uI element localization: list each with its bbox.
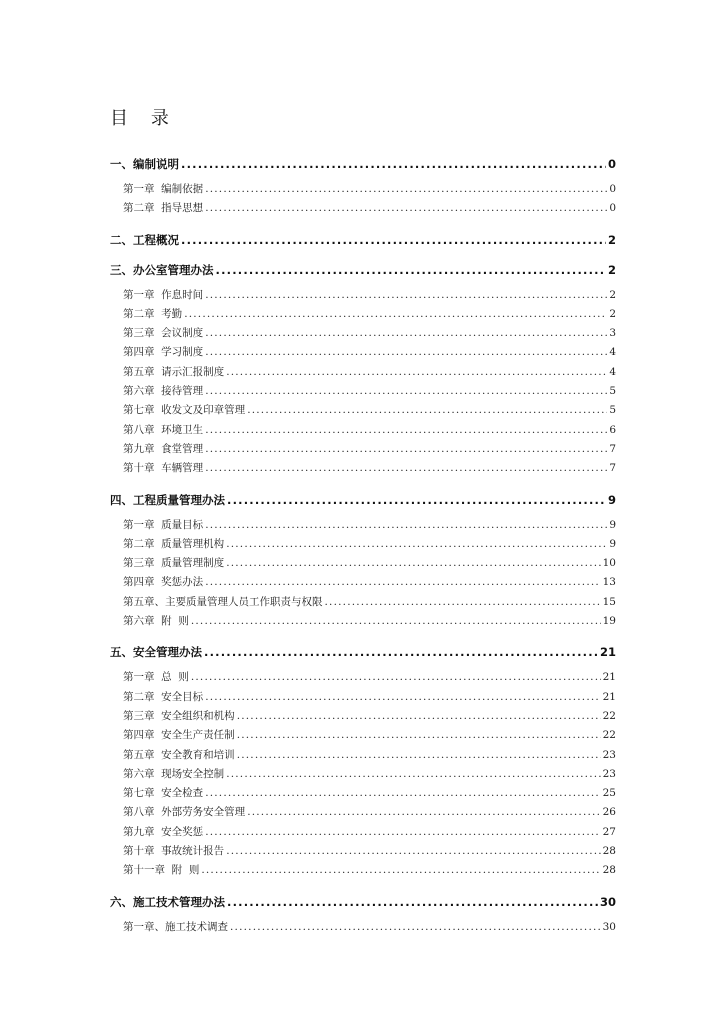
- toc-leader-dots: [205, 443, 607, 455]
- toc-page-number: 4: [609, 346, 616, 359]
- toc-leader-dots: [205, 202, 607, 214]
- toc-chapter-entry[interactable]: [110, 422, 616, 441]
- toc-section-entry[interactable]: [110, 262, 616, 280]
- toc-chapter-label: 第五章、主要质量管理人员工作职责与权限: [123, 595, 323, 608]
- toc-section-label: 二、工程概况: [110, 232, 179, 247]
- toc-page-number: 0: [609, 202, 616, 215]
- toc-chapter-entry[interactable]: [110, 727, 616, 746]
- toc-chapter-entry[interactable]: [110, 287, 616, 306]
- toc-chapter-label: 第五章 安全教育和培训: [123, 748, 235, 761]
- toc-page-number: 22: [602, 709, 616, 722]
- toc-page-number: 21: [599, 645, 616, 660]
- toc-chapter-label: 第一章 总 则: [123, 671, 189, 684]
- toc-chapter-label: 第二章 安全目标: [123, 690, 204, 703]
- toc-chapter-entry[interactable]: [110, 441, 616, 460]
- toc-page-number: 21: [602, 671, 616, 684]
- toc-leader-dots: [191, 615, 601, 627]
- toc-title: 目 录: [110, 108, 169, 129]
- toc-leader-dots: [205, 576, 600, 588]
- toc-page-number: 2: [609, 307, 616, 320]
- toc-chapter-label: 第一章、施工技术调查: [123, 920, 228, 933]
- toc-leader-dots: [237, 710, 601, 722]
- toc-leader-dots: [205, 424, 607, 436]
- toc-chapter-entry[interactable]: [110, 306, 616, 325]
- toc-section-label: 六、施工技术管理办法: [110, 894, 225, 909]
- toc-leader-dots: [325, 596, 601, 608]
- toc-chapter-label: 第十章 车辆管理: [123, 462, 204, 475]
- toc-chapter-entry[interactable]: [110, 919, 616, 938]
- toc-chapter-label: 第八章 环境卫生: [123, 423, 204, 436]
- toc-leader-dots: [237, 749, 601, 761]
- toc-leader-dots: [205, 519, 607, 531]
- toc-chapter-label: 第六章 附 则: [123, 615, 189, 628]
- toc-page-number: 9: [609, 537, 616, 550]
- toc-page-number: 25: [602, 787, 616, 800]
- toc-page-number: 7: [609, 462, 616, 475]
- toc-chapter-entry[interactable]: [110, 613, 616, 632]
- toc-leader-dots: [205, 346, 607, 358]
- toc-leader-dots: [205, 787, 600, 799]
- table-of-contents: [110, 156, 616, 938]
- toc-chapter-entry[interactable]: [110, 460, 616, 479]
- toc-page-number: 5: [609, 404, 616, 417]
- toc-page-number: 28: [602, 864, 616, 877]
- toc-chapter-entry[interactable]: [110, 364, 616, 383]
- toc-chapter-label: 第三章 会议制度: [123, 327, 204, 340]
- toc-chapter-label: 第一章 编制依据: [123, 183, 204, 195]
- toc-leader-dots: [226, 366, 607, 378]
- toc-leader-dots: [226, 768, 600, 780]
- toc-page-number: 0: [609, 183, 616, 195]
- toc-leader-dots: [205, 385, 607, 397]
- toc-chapter-entry[interactable]: [110, 843, 616, 862]
- toc-chapter-entry[interactable]: [110, 804, 616, 823]
- toc-chapter-label: 第四章 安全生产责任制: [123, 729, 235, 742]
- toc-chapter-entry[interactable]: [110, 181, 616, 200]
- toc-section-entry[interactable]: [110, 156, 616, 174]
- toc-section-label: 一、编制说明: [110, 157, 179, 171]
- toc-leader-dots: [205, 289, 607, 301]
- toc-chapter-label: 第九章 食堂管理: [123, 442, 204, 455]
- toc-page-number: 28: [602, 845, 616, 858]
- toc-page-number: 22: [602, 729, 616, 742]
- toc-leader-dots: [216, 263, 606, 277]
- toc-chapter-entry[interactable]: [110, 574, 616, 593]
- toc-chapter-entry[interactable]: [110, 325, 616, 344]
- toc-chapter-label: 第四章 学习制度: [123, 346, 204, 359]
- toc-chapter-label: 第七章 安全检查: [123, 787, 204, 800]
- toc-page-number: 5: [609, 385, 616, 398]
- toc-chapter-label: 第一章 质量目标: [123, 518, 204, 531]
- toc-page-number: 26: [602, 806, 616, 819]
- toc-page-number: 0: [607, 157, 616, 171]
- toc-leader-dots: [184, 308, 607, 320]
- toc-leader-dots: [226, 557, 600, 569]
- toc-chapter-entry[interactable]: [110, 200, 616, 219]
- toc-section-entry[interactable]: [110, 232, 616, 250]
- toc-page-number: 23: [602, 767, 616, 780]
- toc-chapter-label: 第八章 外部劳务安全管理: [123, 806, 246, 819]
- toc-chapter-entry[interactable]: [110, 747, 616, 766]
- toc-page-number: 13: [602, 576, 616, 589]
- toc-leader-dots: [237, 729, 601, 741]
- toc-chapter-label: 第十一章 附 则: [123, 864, 200, 877]
- toc-page-number: 15: [602, 595, 616, 608]
- toc-chapter-entry[interactable]: [110, 669, 616, 688]
- toc-chapter-entry[interactable]: [110, 689, 616, 708]
- toc-chapter-label: 第五章 请示汇报制度: [123, 365, 225, 378]
- toc-chapter-entry[interactable]: [110, 824, 616, 843]
- toc-page-number: 19: [602, 615, 616, 628]
- toc-leader-dots: [247, 806, 600, 818]
- toc-leader-dots: [181, 157, 606, 171]
- toc-chapter-label: 第四章 奖惩办法: [123, 576, 204, 589]
- toc-leader-dots: [205, 183, 607, 195]
- toc-page-number: 27: [602, 825, 616, 838]
- toc-chapter-label: 第三章 安全组织和机构: [123, 709, 235, 722]
- toc-chapter-label: 第二章 考勤: [123, 307, 183, 320]
- toc-page-number: 2: [609, 288, 616, 301]
- toc-leader-dots: [226, 845, 600, 857]
- toc-page-number: 21: [602, 690, 616, 703]
- toc-page-number: 4: [609, 365, 616, 378]
- toc-page-number: 2: [607, 232, 616, 247]
- toc-leader-dots: [205, 327, 607, 339]
- toc-chapter-entry[interactable]: [110, 862, 616, 881]
- toc-page-number: 9: [609, 518, 616, 531]
- toc-section-label: 五、安全管理办法: [110, 645, 202, 660]
- toc-section-label: 四、工程质量管理办法: [110, 492, 225, 507]
- toc-page-number: 23: [602, 748, 616, 761]
- toc-chapter-entry[interactable]: [110, 383, 616, 402]
- toc-chapter-entry[interactable]: [110, 344, 616, 363]
- toc-leader-dots: [227, 493, 606, 507]
- toc-leader-dots: [205, 462, 607, 474]
- toc-leader-dots: [205, 826, 600, 838]
- toc-chapter-label: 第六章 现场安全控制: [123, 767, 225, 780]
- toc-chapter-entry[interactable]: [110, 536, 616, 555]
- toc-chapter-entry[interactable]: [110, 402, 616, 421]
- toc-page-number: 7: [609, 442, 616, 455]
- toc-page-number: 2: [607, 262, 616, 277]
- toc-page-number: 30: [599, 894, 616, 909]
- toc-leader-dots: [227, 895, 598, 909]
- toc-leader-dots: [201, 864, 600, 876]
- toc-page-number: 3: [609, 327, 616, 340]
- toc-chapter-label: 第十章 事故统计报告: [123, 845, 225, 858]
- toc-chapter-entry[interactable]: [110, 785, 616, 804]
- toc-section-entry[interactable]: [110, 644, 616, 662]
- toc-chapter-entry[interactable]: [110, 517, 616, 536]
- toc-page-number: 30: [602, 920, 616, 933]
- toc-leader-dots: [226, 538, 607, 550]
- toc-leader-dots: [204, 645, 598, 659]
- toc-chapter-label: 第二章 指导思想: [123, 202, 204, 215]
- toc-page-number: 9: [607, 492, 616, 507]
- toc-page-number: 10: [602, 557, 616, 570]
- toc-chapter-entry[interactable]: [110, 766, 616, 785]
- toc-chapter-label: 第九章 安全奖惩: [123, 825, 204, 838]
- toc-chapter-entry[interactable]: [110, 708, 616, 727]
- toc-leader-dots: [247, 404, 607, 416]
- toc-section-label: 三、办公室管理办法: [110, 262, 214, 277]
- toc-leader-dots: [230, 921, 601, 933]
- toc-section-entry[interactable]: [110, 492, 616, 510]
- toc-chapter-label: 第六章 接待管理: [123, 385, 204, 398]
- toc-chapter-label: 第三章 质量管理制度: [123, 557, 225, 570]
- toc-leader-dots: [181, 233, 606, 247]
- toc-chapter-label: 第二章 质量管理机构: [123, 537, 225, 550]
- toc-leader-dots: [191, 671, 601, 683]
- toc-chapter-entry[interactable]: [110, 555, 616, 574]
- toc-leader-dots: [205, 691, 600, 703]
- toc-section-entry[interactable]: [110, 894, 616, 912]
- toc-chapter-entry[interactable]: [110, 594, 616, 613]
- toc-page-number: 6: [609, 423, 616, 436]
- toc-chapter-label: 第七章 收发文及印章管理: [123, 404, 246, 417]
- toc-chapter-label: 第一章 作息时间: [123, 288, 204, 301]
